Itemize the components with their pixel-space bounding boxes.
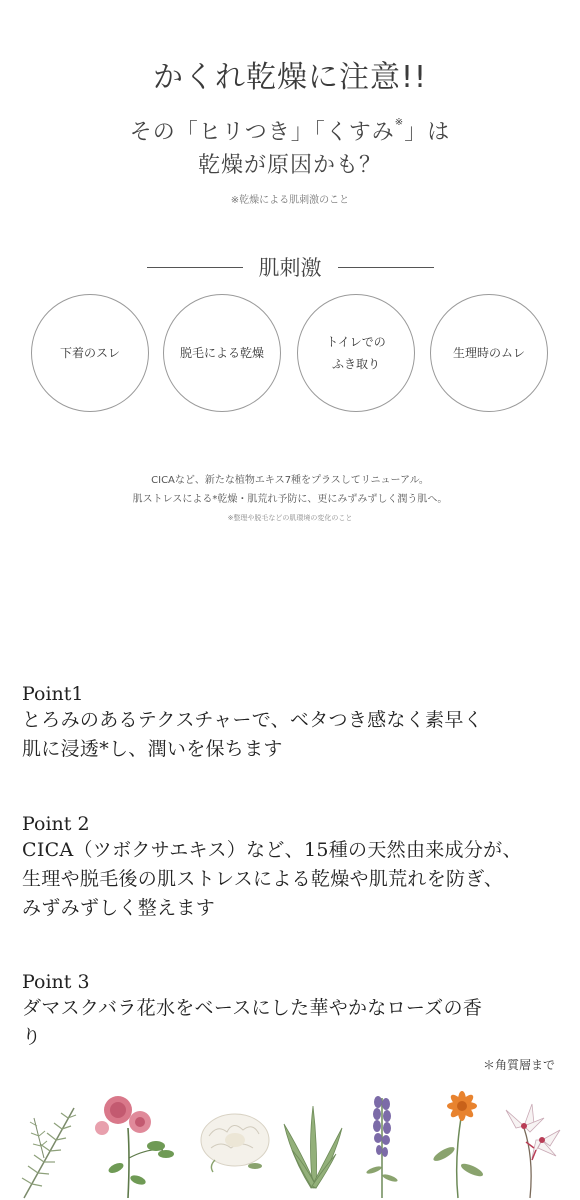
section-title	[0, 252, 580, 282]
point-title: Point 3	[22, 971, 90, 993]
point-body-line: 生理や脱毛後の肌ストレスによる乾燥や肌荒れを防ぎ、	[22, 868, 504, 890]
headline-wrap	[0, 52, 580, 96]
circle-hair-removal	[163, 294, 281, 412]
rosemary-icon	[14, 1088, 84, 1200]
circle-label: トイレでの	[326, 335, 386, 349]
section-title-label: 肌刺激	[258, 256, 322, 280]
divider-left	[147, 267, 243, 268]
divider-right	[338, 267, 434, 268]
description-note: ※整理や脱毛などの肌環境の変化のこと	[227, 514, 353, 522]
circle-period-humidity	[430, 294, 548, 412]
botanical-strip	[0, 1088, 580, 1200]
footnote: ＊角質層まで	[482, 1058, 555, 1072]
point-2	[22, 812, 562, 923]
lavender-icon	[362, 1088, 402, 1200]
point-body-line: 肌に浸透*し、潤いを保ちます	[22, 738, 283, 760]
subhead-text-1a: その「ヒリつき」「くすみ	[129, 120, 395, 145]
headline: かくれ乾燥に注意!!	[147, 52, 433, 96]
heading-note: ※乾燥による肌刺激のこと	[230, 195, 350, 206]
circle-underwear-friction	[31, 294, 149, 412]
circle-label: 生理時のムレ	[452, 346, 525, 360]
description-line-2: 肌ストレスによる*乾燥・肌荒れ予防に、更にみずみずしく潤う肌へ。	[132, 494, 448, 505]
subhead-footnote-mark: ※	[394, 117, 405, 128]
subhead-text-1b: 」は	[404, 120, 451, 145]
description-line-1: CICAなど、新たな植物エキス7種をプラスしてリニューアル。	[151, 475, 429, 486]
point-1	[22, 682, 562, 764]
orchid-icon	[494, 1088, 574, 1200]
circle-label: 下着のスレ	[59, 346, 120, 360]
point-body-line: とろみのあるテクスチャーで、ベタつき感なく素早く	[22, 709, 483, 731]
point-title: Point 2	[22, 813, 90, 835]
circle-label: 脱毛による乾燥	[179, 346, 264, 360]
point-body-line: みずみずしく整えます	[22, 897, 216, 919]
calendula-icon	[428, 1088, 488, 1200]
subhead-line-2: 乾燥が原因かも？	[197, 153, 382, 178]
point-body-line: り	[22, 1026, 42, 1048]
point-body-line: CICA（ツボクサエキス）など、15種の天然由来成分が、	[22, 839, 522, 861]
point-body-line: ダマスクバラ花水をベースにした華やかなローズの香	[22, 997, 483, 1019]
white-peony-icon	[195, 1088, 275, 1200]
subhead-line-1	[0, 115, 580, 146]
point-title: Point1	[22, 683, 84, 705]
rose-icon	[88, 1088, 178, 1200]
circle-label-2: ふき取り	[331, 357, 380, 371]
point-3	[22, 970, 562, 1052]
aloe-icon	[278, 1088, 348, 1200]
circle-toilet-wiping	[297, 294, 415, 412]
